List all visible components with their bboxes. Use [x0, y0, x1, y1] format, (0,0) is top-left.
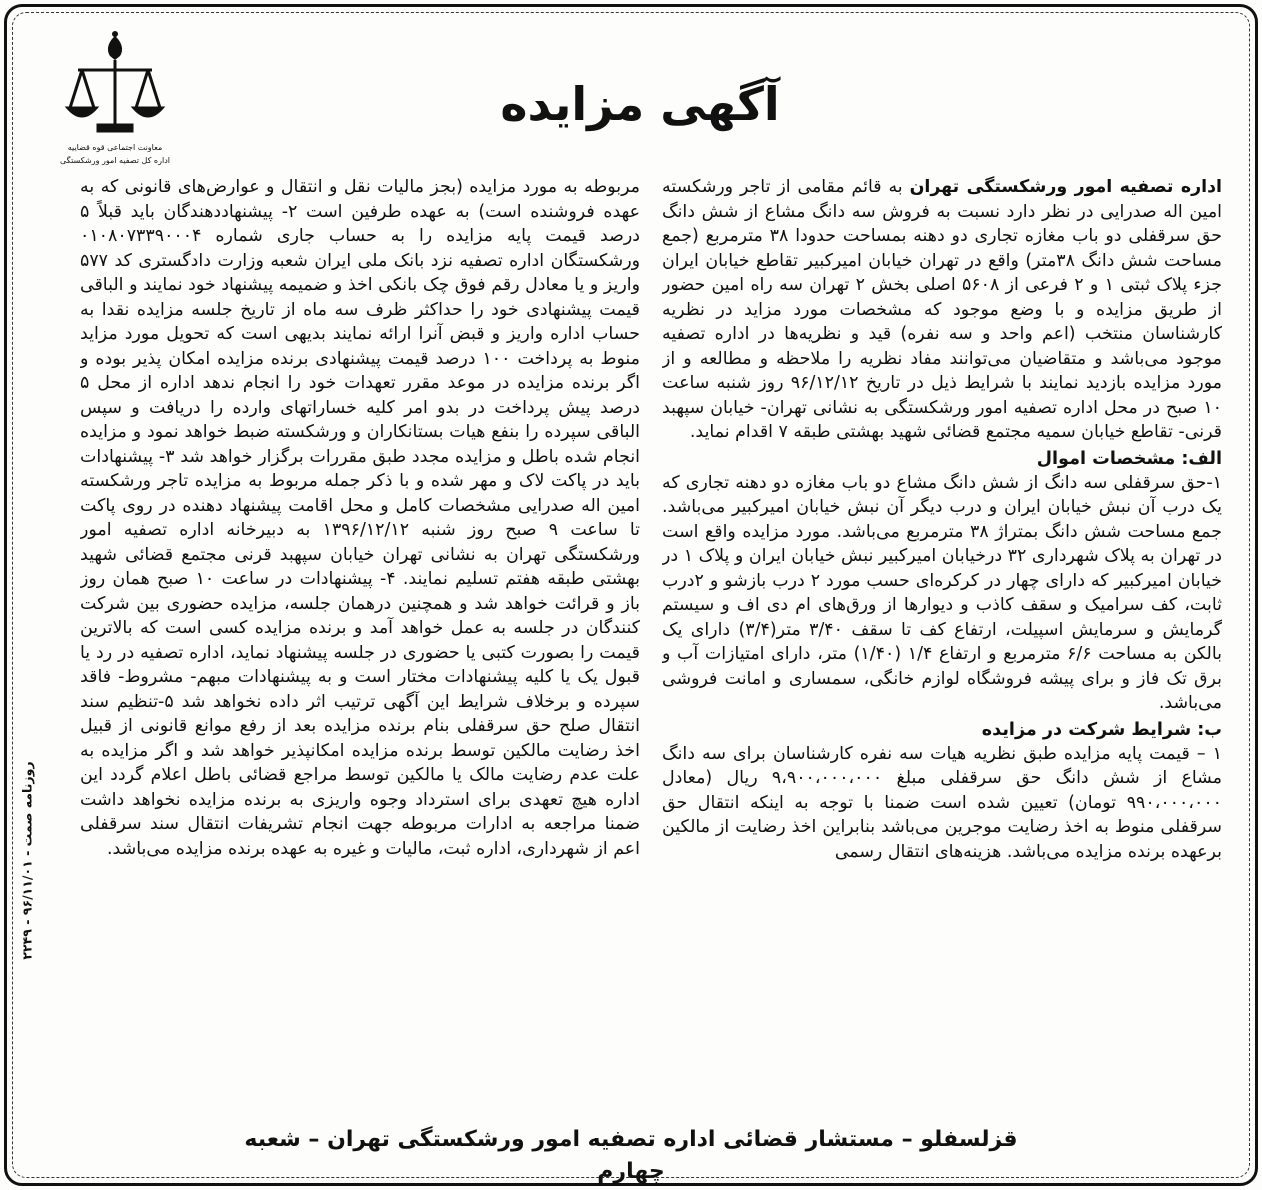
section-b-text: ۱ – قیمت پایه مزایده طبق نظریه هیات سه نفره کارشناسان برای سه دانگ مشاع از شش دانگ حق سرقفلی مبلغ ۹،۹۰۰،۰۰۰،۰۰۰ ریال (معادل ۹۹۰،۰۰۰،۰۰۰ تومان) تعیین شده است ضمنا با توجه به اینکه انتقال حق سرقفلی منوط به اخذ رضایت موجرین می‌باشد بنابراین اخذ رضایت از مالکین برعهده برنده مزایده می‌باشد. هزینه‌های انتقال رسمی — [662, 743, 1222, 862]
section-a-text: ۱-حق سرقفلی سه دانگ از شش دانگ مشاع دو باب مغازه دو دهنه تجاری که یک درب آن نبش خیابان ایران و درب دیگر آن نبش خیابان امیرکبیر می‌باشد. جمع مساحت شش دانگ بمتراژ ۳۸ مترمربع می‌باشد. مورد مزایده واقع است در تهران به پلاک شهرداری ۳۲ درخیابان امیرکبیر نبش خیابان ایران و پلاک ۱ در خیابان امیرکبیر که دارای چهار در کرکره‌ای حسب مورد ۲ درب بازشو و ۲درب ثابت، کف سرامیک و سقف کاذب و دیوارها از ورق‌های ام دی اف و سیستم گرمایش و سرمایش اسپیلت، ارتفاع کف تا سقف ۳/۴۰ متر(۳/۴) دارای یک بالکن به مساحت ۶/۶ مترمربع و ارتفاع ۱/۴ (۱/۴۰) متر، دارای امتیازات آب و برق تک فاز و برای پیشه فروشگاه لوازم خانگی، سمساری و امانت فروشی می‌باشد. — [662, 472, 1222, 713]
judiciary-emblem — [55, 30, 175, 180]
emblem-caption-1: معاونت اجتماعی قوه قضاییه — [67, 143, 163, 152]
newspaper-reference-text: روزنامه صمت - ۹۶/۱۱/۰۱ - ۲۲۴۹ — [19, 760, 35, 960]
notice-title: آگهی مزایده — [500, 77, 780, 131]
conditions-continued-text: مربوطه به مورد مزایده (بجز مالیات نقل و انتقال و عوارض‌های قانونی که به عهده فروشنده است) به عهده طرفین است ۲- پیشنهاددهندگان باید قبلاً ۵ درصد قیمت پایه مزایده را به حساب جاری شماره ۰۱۰۸۰۷۳۳۹۰۰۰۴ ورشکستگان اداره تصفیه نزد بانک ملی ایران شعبه وزارت دادگستری کد ۵۷۷ واریز و یا معادل رقم فوق چک بانکی اخذ و ضمیمه پیشنهاد خود نمایند و الباقی قیمت پیشنهادی خود را حداکثر ظرف سه ماه از تاریخ جلسه مزایده نقدا به حساب اداره واریز و قبض آنرا ارائه نمایند بدیهی است که تحویل مورد مزاید منوط به پرداخت ۱۰۰ درصد قیمت پیشنهادی برنده مزایده امکان پذیر بوده و اگر برنده مزایده در موعد مقرر تعهدات خود را انجام ندهد اداره از محل ۵ درصد پیش پرداخت در بدو امر کلیه خساراتهای وارده را دریافت و سپس الباقی سپرده را بنفع هیات بستانکاران و ورشکسته ضبط خواهد نمود و مزایده انجام شده باطل و مزایده مجدد طبق مقررات برگزار خواهد شد ۳- پیشنهادات باید در پاکت لاک و مهر شده و با ذکر جمله مربوط به مزایده تاجر ورشکسته امین اله صدرایی مشخصات کامل و محل اقامت پیشنهاد دهنده در روی پاکت تا ساعت ۹ صبح روز شنبه ۱۳۹۶/۱۲/۱۲ به دبیرخانه اداره تصفیه امور ورشکستگی تهران به نشانی تهران خیابان سپهبد قرنی مجتمع قضائی شهید بهشتی طبقه هفتم تسلیم نمایند. ۴- پیشنهادات در ساعت ۱۰ صبح همان روز باز و قرائت خواهد شد و همچنین درهمان جلسه، مزایده حضوری بین شرکت کنندگان در جلسه به عمل خواهد آمد و برنده مزایده کسی است که بالاترین قیمت را بصورت کتبی یا حضوری در جلسه پیشنهاد نماید، اداره تصفیه در رد یا قبول یک یا کلیه پیشنهادات مختار است و به پیشنهادات مبهم- مشروط- فاقد سپرده و برخلاف شرایط این آگهی ترتیب اثر داده نخواهد شد ۵-تنظیم سند انتقال صلح حق سرقفلی بنام برنده مزایده بعد از رفع موانع قانونی از قبیل اخذ رضایت مالکین توسط برنده مزایده امکانپذیر خواهد شد و اگر مزایده به علت عدم رضایت مالک یا مالکین توسط مراجع قضائی باطل اعلام گردد این اداره هیچ تعهدی برای استرداد وجوه واریزی به برنده مزایده نخواهد داشت ضمنا مراجعه به ادارات مربوطه جهت انجام تشریفات انتقال سند سرقفلی اعم از شهرداری، اداره ثبت، مالیات و غیره به عهده برنده مزایده می‌باشد. — [80, 177, 640, 859]
signature-line: قزلسفلو – مستشار قضائی اداره تصفیه امور ورشکستگی تهران – شعبه چهارم — [244, 1127, 1018, 1184]
left-column — [80, 175, 640, 1090]
emblem-caption-2: اداره کل تصفیه امور ورشکستگی — [59, 156, 170, 165]
intro-text: به قائم مقامی از تاجر ورشکسته امین اله صدرایی در نظر دارد نسبت به فروش سه دانگ مشاع از شش دانگ حق سرقفلی دو باب مغازه تجاری دو دهنه بمساحت حدودا ۳۸ مترمربع (جمع مساحت شش دانگ ۳۸متر) واقع در تهران خیابان امیرکبیر تقاطع خیابان ایران جزء پلاک ثبتی ۱ و ۲ فرعی از ۵۶۰۸ اصلی بخش ۲ تهران سه راه امین حضور از طریق مزایده و با وضع موجود که مشخصات مورد مزاید در نظریه کارشناسان منتخب (اعم واحد و سه نفره) قید و نظریه‌ها در اداره تصفیه موجود می‌باشد و متقاضیان می‌توانند مفاد نظریه را ملاحظه و مطالعه و از مورد مزایده بازدید نمایند با شرایط ذیل در تاریخ ۹۶/۱۲/۱۲ روز شنبه ساعت ۱۰ صبح در محل اداره تصفیه امور ورشکستگی به نشانی تهران- خیابان سپهبد قرنی- تقاطع خیابان سمیه مجتمع قضائی شهید بهشتی طبقه ۷ اقدام نماید. — [662, 177, 1222, 442]
right-column — [662, 175, 1222, 1090]
newspaper-reference — [14, 640, 40, 1080]
issuer-name: اداره تصفیه امور ورشکستگی تهران — [909, 177, 1222, 197]
section-b-heading: ب: شرایط شرکت در مزایده — [981, 719, 1222, 740]
scales-of-justice-icon — [60, 30, 170, 140]
intro-paragraph — [662, 175, 1222, 445]
section-a-heading: الف: مشخصات اموال — [1036, 448, 1222, 469]
